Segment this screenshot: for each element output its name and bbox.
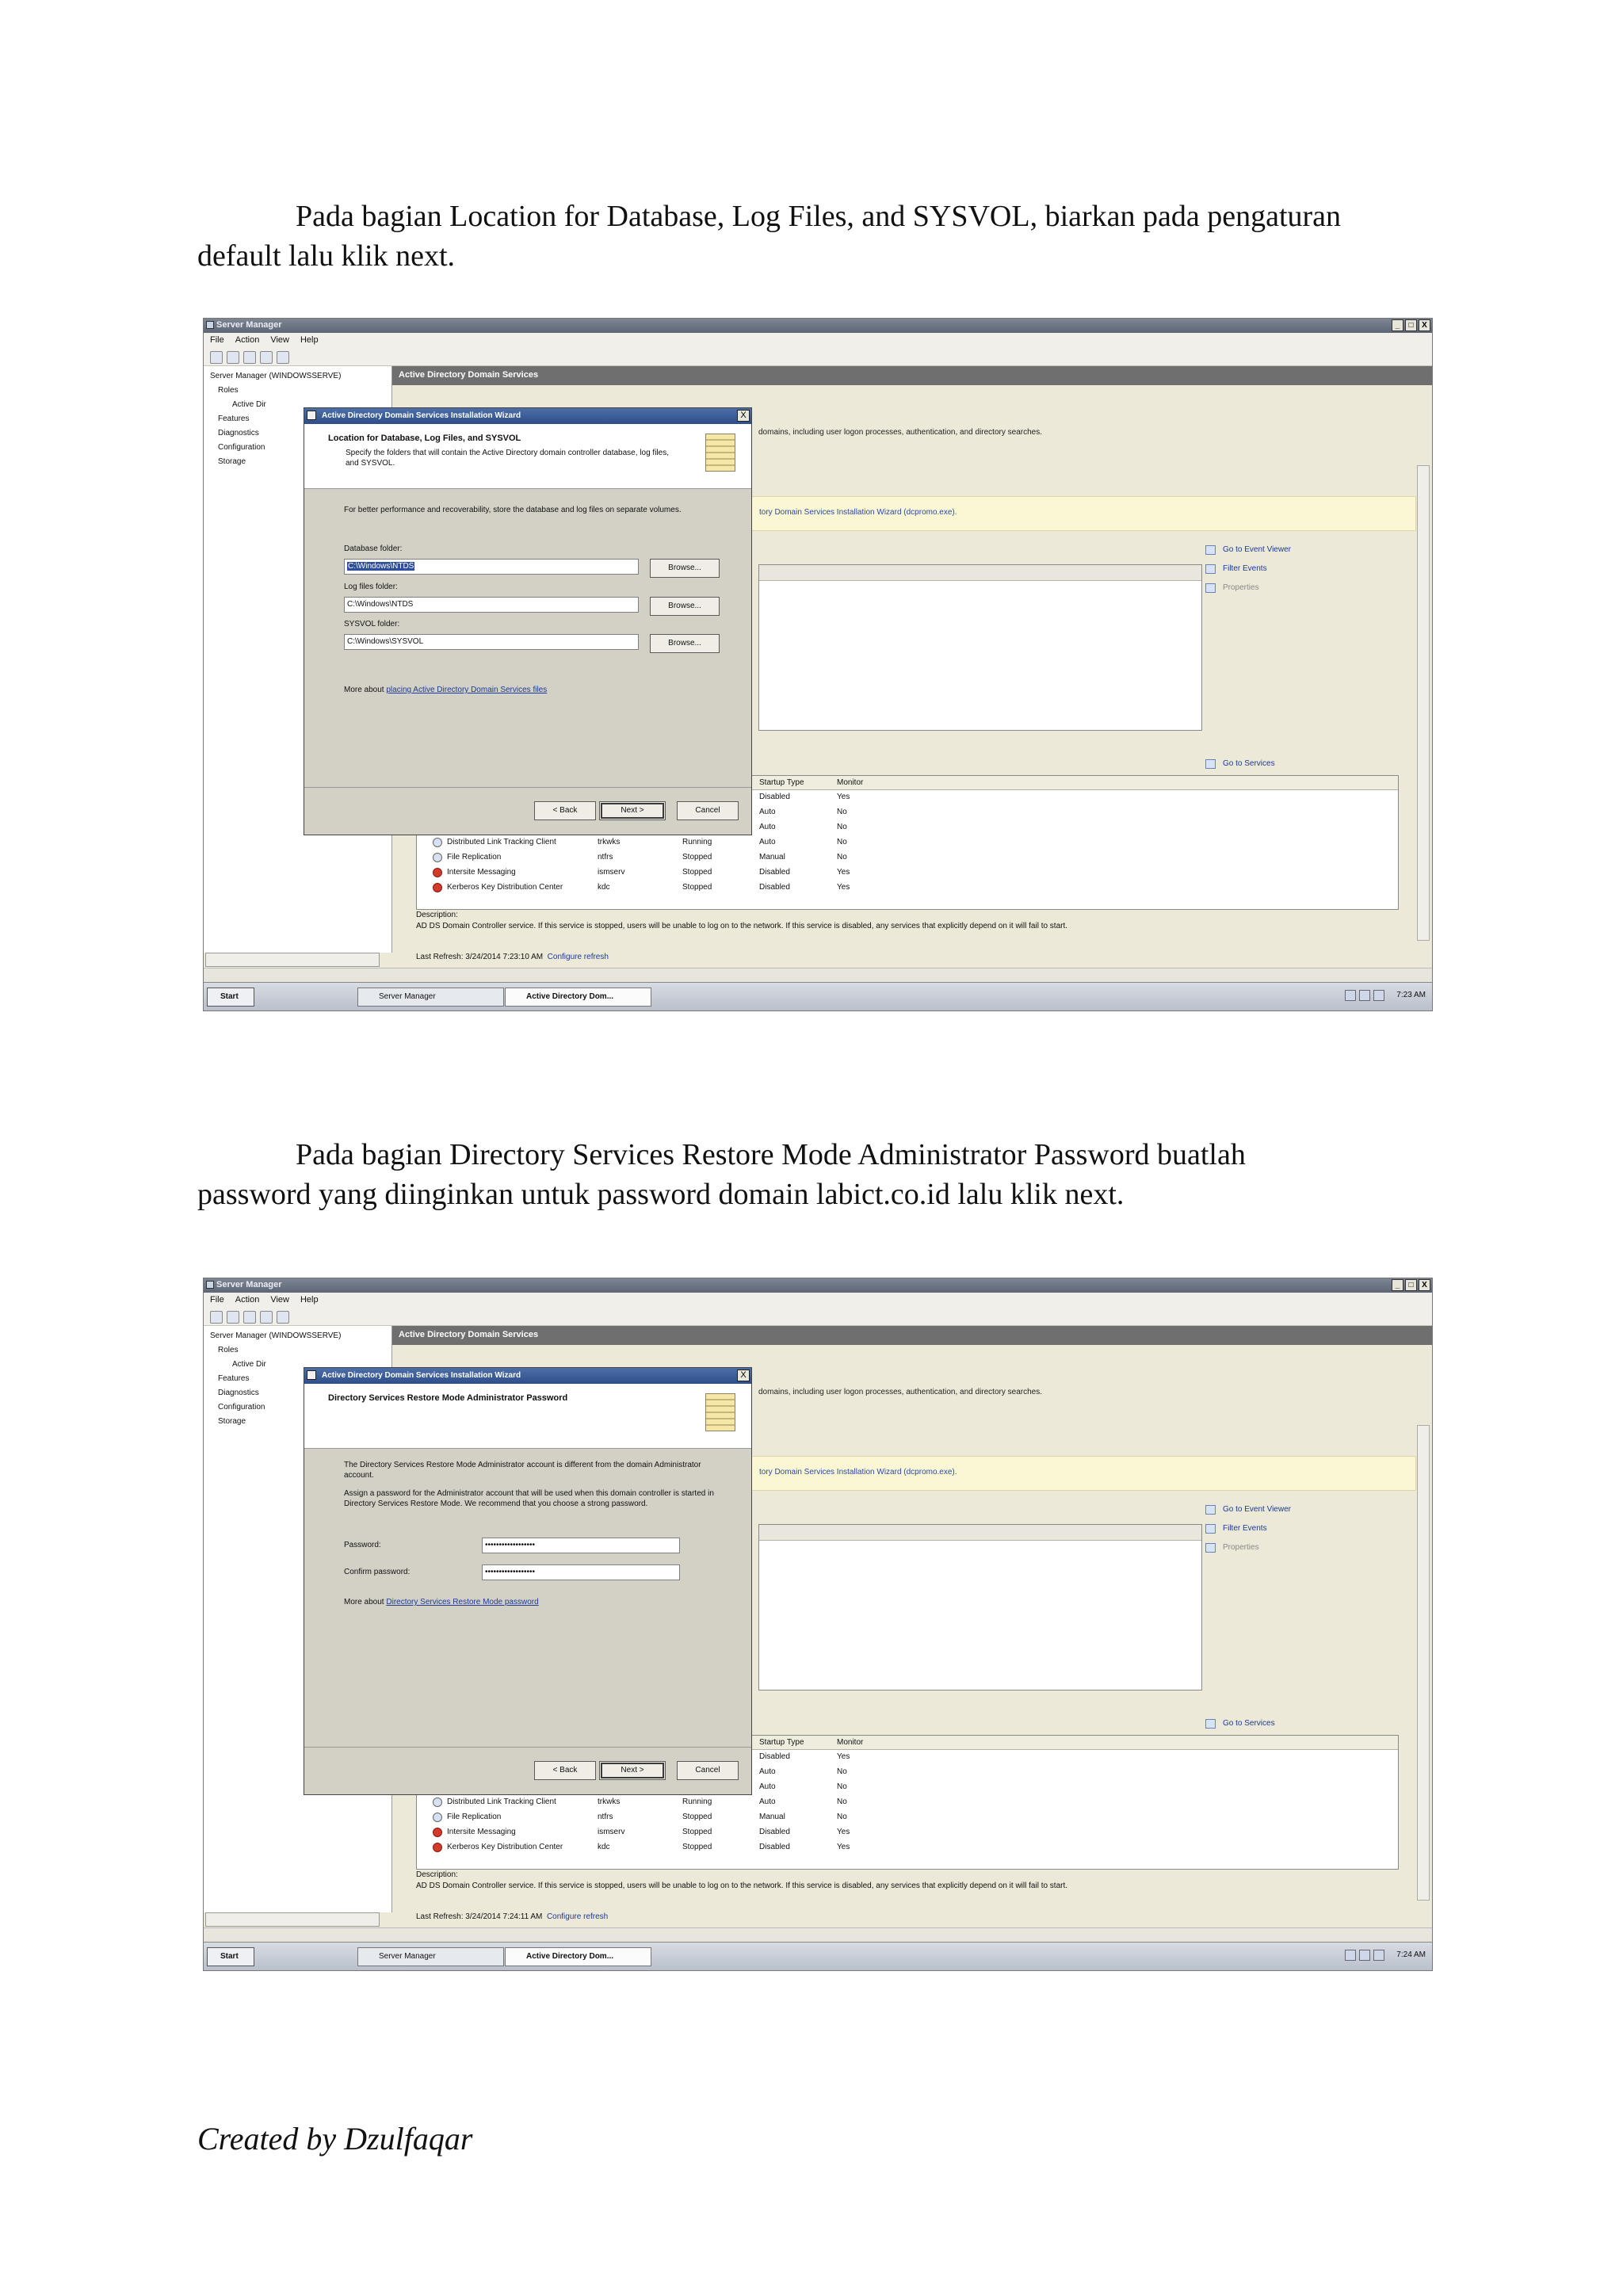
screenshot-location-settings [203,318,1433,1011]
table-row[interactable]: Auto No [759,808,847,816]
back-arrow-icon[interactable] [210,351,223,364]
wizard-heading: Directory Services Restore Mode Administrator Password [328,1393,568,1403]
refresh-status: Last Refresh: 3/24/2014 7:24:11 AM Configure refresh [416,1912,609,1921]
tree-item-active-directory[interactable]: Active Dir [232,1360,266,1369]
cancel-button[interactable]: Cancel [677,801,739,820]
more-about-text: More about Directory Services Restore Mode password [344,1598,539,1606]
tree-scrollbar[interactable] [205,953,380,967]
start-button[interactable]: Start [207,988,254,1007]
task-active-directory[interactable]: Active Directory Dom... [505,988,651,1007]
window-titlebar [204,319,1432,333]
browse-sysvol-button[interactable]: Browse... [650,634,720,653]
event-viewer-icon [1205,545,1216,555]
services-icon [1205,1719,1216,1729]
table-row[interactable]: Distributed Link Tracking Client trkwks Running Auto No [417,1795,1398,1810]
window-title: Server Manager [216,320,282,330]
wizard-header [304,1384,751,1449]
actions-events [1205,1500,1291,1557]
tree-item-active-directory[interactable]: Active Dir [232,400,266,409]
info-bar [647,496,1416,531]
wizard-close-button[interactable]: X [737,410,750,422]
col-monitor[interactable]: Monitor [837,1738,864,1747]
volume-icon[interactable] [1359,1950,1370,1961]
database-folder-field[interactable]: C:\Windows\NTDS [344,559,639,575]
action-go-to-event-viewer[interactable]: Go to Event Viewer [1205,1500,1291,1519]
help-icon[interactable] [277,351,289,364]
info-bar [647,1456,1416,1491]
tree-item-diagnostics[interactable]: Diagnostics [218,1389,259,1397]
action-go-to-event-viewer[interactable]: Go to Event Viewer [1205,541,1291,560]
service-icon [433,853,442,862]
wizard-header [304,424,751,489]
next-button[interactable]: Next > [599,801,666,820]
service-icon [433,838,442,847]
tree-item-roles[interactable]: Roles [218,386,239,395]
action-properties[interactable]: Properties [1205,1538,1291,1557]
back-button[interactable]: < Back [534,801,596,820]
back-arrow-icon[interactable] [210,1311,223,1324]
password-label: Password: [344,1541,381,1549]
action-properties[interactable]: Properties [1205,579,1291,598]
directory-book-icon [705,1393,735,1431]
wizard-dialog [304,1367,752,1795]
actions-events [1205,541,1291,598]
error-icon [433,1828,442,1837]
paragraph-2-text: Pada bagian Directory Services Restore Mode Administrator Password buatlah password yang diinginkan untuk password domain labict.co.id lalu klik next. [197,1138,1246,1211]
maximize-button[interactable]: □ [1405,1279,1417,1291]
password-field[interactable]: •••••••••••••••••• [482,1538,680,1553]
minimize-button[interactable]: _ [1392,1279,1403,1291]
menu-file[interactable]: File [210,1295,224,1305]
footer-credit: Created by Dzulfaqar [197,2121,473,2157]
screenshot-restore-mode-password [203,1278,1433,1971]
volume-icon[interactable] [1359,990,1370,1001]
events-grid [758,1524,1202,1690]
close-button[interactable]: X [1419,319,1430,331]
instruction-paragraph-2 [197,1135,1346,1214]
network-icon[interactable] [1345,1950,1356,1961]
action-go-to-services[interactable]: Go to Services [1205,1714,1275,1733]
window-titlebar [204,1278,1432,1293]
wizard-heading: Location for Database, Log Files, and SYSVOL [328,434,521,443]
help-icon[interactable] [277,1311,289,1324]
wizard-icon [307,1370,316,1380]
main-scrollbar[interactable] [1417,465,1430,941]
menu-view[interactable]: View [270,335,289,345]
task-active-directory[interactable]: Active Directory Dom... [505,1947,651,1966]
service-icon [433,1797,442,1807]
service-description: Description: AD DS Domain Controller service. If this service is stopped, users will be unable to log on to the network. If this service is disabled, any services that explicitly depend on it will fail to start. [416,1870,1068,1890]
tree-item-features[interactable]: Features [218,415,250,423]
more-about-link[interactable]: Directory Services Restore Mode password [386,1598,539,1606]
flag-icon[interactable] [1373,1950,1384,1961]
tree-item-server-manager[interactable]: Server Manager (WINDOWSSERVE) [210,1331,342,1340]
toolbar [204,349,1432,366]
col-monitor[interactable]: Monitor [837,778,864,787]
system-tray [1345,1950,1384,1961]
col-startup-type[interactable]: Startup Type [759,1738,804,1747]
configure-refresh-link[interactable]: Configure refresh [546,1912,609,1921]
error-icon [433,1843,442,1852]
menubar [204,1293,1432,1308]
wizard-body: The Directory Services Restore Mode Administrator account is different from the domain Administrator account. Assign a password for the Administrator account that will be used when this domain controller is started in Directory Services Restore Mode. We recommend that you choose a strong password. [344,1461,714,1508]
action-filter-events[interactable]: Filter Events [1205,560,1291,579]
confirm-password-label: Confirm password: [344,1568,411,1576]
forward-arrow-icon[interactable] [227,351,239,364]
more-about-text: More about placing Active Directory Domain Services files [344,686,548,694]
wizard-link[interactable]: tory Domain Services Installation Wizard (dcpromo.exe). [759,508,957,517]
table-row[interactable]: Intersite Messaging ismserv Stopped Disabled Yes [417,865,1398,881]
flag-icon[interactable] [1373,990,1384,1001]
task-server-manager[interactable]: Server Manager [357,988,504,1007]
table-row[interactable]: Disabled Yes [759,793,850,801]
taskbar [204,982,1432,1010]
wizard-body: For better performance and recoverability, store the database and log files on separate volumes. [344,506,682,514]
wizard-divider [304,1747,751,1748]
toolbar [204,1308,1432,1326]
maximize-button[interactable]: □ [1405,319,1417,331]
events-grid [758,564,1202,731]
refresh-status: Last Refresh: 3/24/2014 7:23:10 AM Configure refresh [416,953,609,961]
browse-database-button[interactable]: Browse... [650,559,720,578]
tree-scrollbar[interactable] [205,1912,380,1927]
menu-action[interactable]: Action [235,1295,260,1305]
table-row[interactable]: Kerberos Key Distribution Center kdc Stopped Disabled Yes [417,1840,1398,1855]
table-row[interactable]: File Replication ntfrs Stopped Manual No [417,1810,1398,1825]
service-description: Description: AD DS Domain Controller service. If this service is stopped, users will be unable to log on to the network. If this service is disabled, any services that explicitly depend on it will fail to start. [416,911,1068,930]
table-row[interactable]: Intersite Messaging ismserv Stopped Disabled Yes [417,1825,1398,1840]
window-title: Server Manager [216,1280,282,1289]
confirm-password-field[interactable]: •••••••••••••••••• [482,1564,680,1580]
services-icon [1205,759,1216,769]
tree-item-server-manager[interactable]: Server Manager (WINDOWSSERVE) [210,372,342,380]
table-row[interactable]: Distributed Link Tracking Client trkwks Running Auto No [417,835,1398,850]
network-icon[interactable] [1345,990,1356,1001]
forward-arrow-icon[interactable] [227,1311,239,1324]
properties-icon [1205,583,1216,593]
event-viewer-icon [1205,1505,1216,1515]
error-icon [433,868,442,877]
role-description: domains, including user logon processes, authentication, and directory searches. [758,428,1042,437]
configure-refresh-link[interactable]: Configure refresh [547,953,609,961]
error-icon [433,883,442,892]
log-files-folder-label: Log files folder: [344,583,398,591]
back-button[interactable]: < Back [534,1761,596,1780]
sysvol-folder-label: SYSVOL folder: [344,620,400,628]
server-manager-icon [206,321,214,329]
wizard-close-button[interactable]: X [737,1370,750,1381]
statusbar [204,1927,1432,1942]
sysvol-folder-field[interactable]: C:\Windows\SYSVOL [344,634,639,650]
database-folder-label: Database folder: [344,544,403,553]
menu-action[interactable]: Action [235,335,260,345]
properties-icon [1205,1543,1216,1553]
statusbar [204,968,1432,982]
log-files-folder-field[interactable]: C:\Windows\NTDS [344,597,639,613]
table-row[interactable]: Auto No [759,823,847,831]
menu-file[interactable]: File [210,335,224,345]
up-folder-icon[interactable] [243,1311,256,1324]
clock[interactable]: 7:23 AM [1396,991,1426,999]
tree-item-diagnostics[interactable]: Diagnostics [218,429,259,437]
wizard-icon [307,411,316,420]
wizard-link[interactable]: tory Domain Services Installation Wizard (dcpromo.exe). [759,1468,957,1477]
task-server-manager[interactable]: Server Manager [357,1947,504,1966]
table-row[interactable]: Kerberos Key Distribution Center kdc Stopped Disabled Yes [417,881,1398,896]
table-row[interactable]: File Replication ntfrs Stopped Manual No [417,850,1398,865]
table-row[interactable]: Auto No [759,1767,847,1776]
paragraph-1-text: Pada bagian Location for Database, Log Files, and SYSVOL, biarkan pada pengaturan default lalu klik next. [197,200,1342,273]
close-button[interactable]: X [1419,1279,1430,1291]
role-description: domains, including user logon processes, authentication, and directory searches. [758,1388,1042,1396]
wizard-dialog [304,407,752,835]
menubar [204,333,1432,349]
tree-item-roles[interactable]: Roles [218,1346,239,1354]
tree-item-storage[interactable]: Storage [218,457,246,466]
instruction-paragraph-1 [197,197,1346,276]
cancel-button[interactable]: Cancel [677,1761,739,1780]
tree-item-configuration[interactable]: Configuration [218,443,265,452]
show-hide-icon[interactable] [260,1311,273,1324]
tree-item-features[interactable]: Features [218,1374,250,1383]
browse-log-files-button[interactable]: Browse... [650,597,720,616]
col-startup-type[interactable]: Startup Type [759,778,804,787]
wizard-titlebar: Active Directory Domain Services Installation Wizard [304,1368,751,1384]
filter-icon [1205,564,1216,574]
wizard-titlebar: Active Directory Domain Services Installation Wizard [304,408,751,424]
table-row[interactable]: Auto No [759,1782,847,1791]
menu-view[interactable]: View [270,1295,289,1305]
show-hide-icon[interactable] [260,351,273,364]
menu-help[interactable]: Help [300,335,319,345]
directory-book-icon [705,434,735,472]
tree-item-configuration[interactable]: Configuration [218,1403,265,1412]
more-about-link[interactable]: placing Active Directory Domain Services files [386,686,548,694]
wizard-divider [304,787,751,788]
service-icon [433,1813,442,1822]
taskbar [204,1942,1432,1970]
up-folder-icon[interactable] [243,351,256,364]
wizard-subheading: Specify the folders that will contain the Active Directory domain controller database, log files, and SYSVOL. [346,449,669,468]
action-filter-events[interactable]: Filter Events [1205,1519,1291,1538]
tree-item-storage[interactable]: Storage [218,1417,246,1426]
panel-header: Active Directory Domain Services [392,1326,1432,1345]
filter-icon [1205,1524,1216,1534]
table-row[interactable]: Disabled Yes [759,1752,850,1761]
server-manager-icon [206,1281,214,1289]
action-go-to-services[interactable]: Go to Services [1205,755,1275,774]
panel-header: Active Directory Domain Services [392,366,1432,385]
next-button[interactable]: Next > [599,1761,666,1780]
menu-help[interactable]: Help [300,1295,319,1305]
main-scrollbar[interactable] [1417,1425,1430,1901]
clock[interactable]: 7:24 AM [1396,1950,1426,1959]
system-tray [1345,990,1384,1001]
minimize-button[interactable]: _ [1392,319,1403,331]
start-button[interactable]: Start [207,1947,254,1966]
